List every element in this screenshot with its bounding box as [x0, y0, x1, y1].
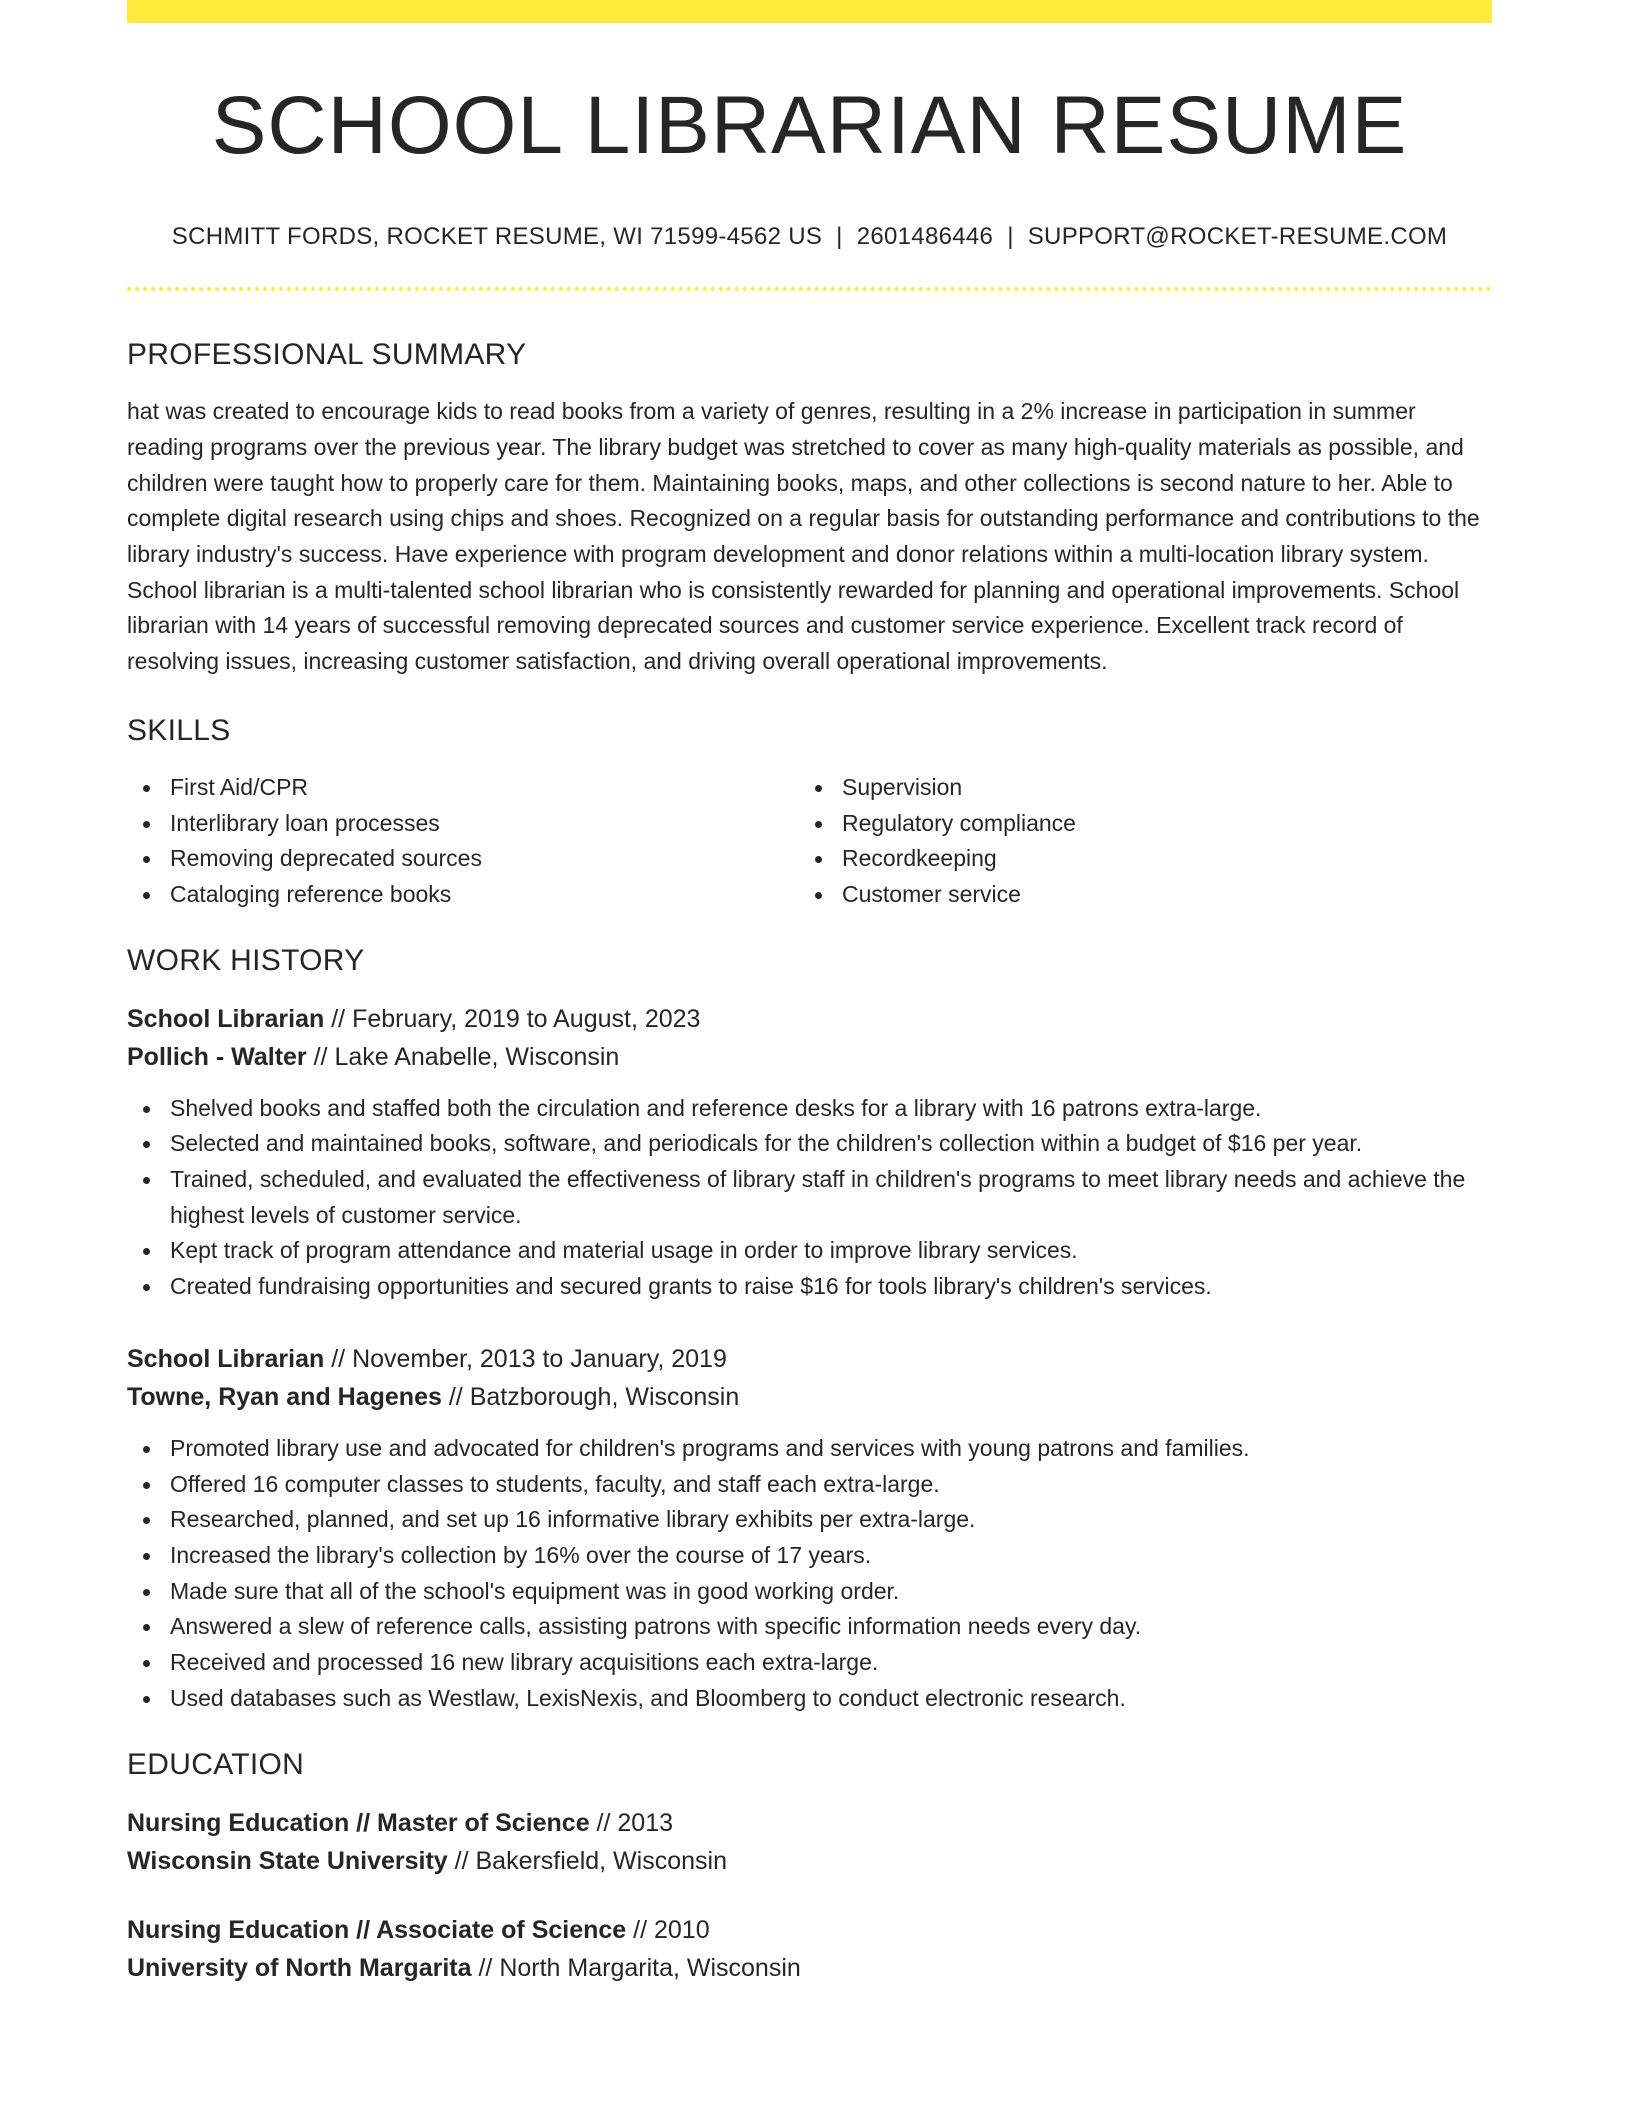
dotted-divider	[127, 287, 1492, 291]
summary-text: hat was created to encourage kids to read books from a variety of genres, resulting in a 2% increase in participation in summer reading programs over the previous year. The library budget was stretched to cover as many high-quality materials as possible, and children were taught how to properly care for them. Maintaining books, maps, and other collections is second nature to her. Able to complete digital research using chips and shoes. Recognized on a regular basis for outstanding performance and contributions to the library industry's success. Have experience with program development and donor relations within a multi-location library system. School librarian is a multi-talented school librarian who is consistently rewarded for planning and operational improvements. School librarian with 14 years of successful removing deprecated sources and customer service experience. Excellent track record of resolving issues, increasing customer satisfaction, and driving overall operational improvements.	[127, 398, 1480, 675]
skills-column-left	[127, 770, 799, 913]
skill-item: Regulatory compliance	[799, 806, 1471, 842]
job-company-line	[127, 1378, 1492, 1416]
skill-item: Interlibrary loan processes	[127, 806, 799, 842]
duty-item: Promoted library use and advocated for children's programs and services with young patrons and families.	[127, 1431, 1492, 1467]
degree-program: Nursing Education // Master of Science	[127, 1809, 590, 1838]
job-entry	[127, 1340, 1492, 1717]
job-title: School Librarian	[127, 1004, 325, 1033]
degree-line	[127, 1911, 1492, 1949]
work-history-heading: WORK HISTORY	[127, 943, 365, 977]
education-entry	[127, 1911, 1492, 1987]
job-title: School Librarian	[127, 1344, 325, 1373]
skill-item: Cataloging reference books	[127, 877, 799, 913]
skill-item: Supervision	[799, 770, 1471, 806]
contact-phone: 2601486446	[856, 223, 994, 251]
school-name: Wisconsin State University	[127, 1847, 448, 1876]
separator: //	[589, 1809, 618, 1838]
school-location: Bakersfield, Wisconsin	[475, 1847, 727, 1876]
skill-item: First Aid/CPR	[127, 770, 799, 806]
school-location: North Margarita, Wisconsin	[499, 1954, 801, 1983]
job-company: Pollich - Walter	[127, 1042, 307, 1071]
skills-heading: SKILLS	[127, 713, 231, 747]
separator: //	[306, 1042, 335, 1071]
contact-line	[127, 223, 1492, 251]
job-company: Towne, Ryan and Hagenes	[127, 1382, 442, 1411]
school-name: University of North Margarita	[127, 1954, 472, 1983]
job-location: Batzborough, Wisconsin	[469, 1382, 740, 1411]
degree-year: 2013	[617, 1809, 674, 1838]
degree-program: Nursing Education // Associate of Science	[127, 1916, 627, 1945]
job-company-line	[127, 1038, 1492, 1076]
degree-line	[127, 1804, 1492, 1842]
separator: //	[626, 1916, 654, 1945]
separator: //	[324, 1344, 353, 1373]
duty-item: Kept track of program attendance and material usage in order to improve library services.	[127, 1233, 1492, 1269]
degree-year: 2010	[654, 1916, 710, 1945]
separator: //	[441, 1382, 470, 1411]
summary-heading: PROFESSIONAL SUMMARY	[127, 338, 527, 372]
contact-separator: |	[1007, 223, 1014, 251]
contact-address: SCHMITT FORDS, ROCKET RESUME, WI 71599-4562 US	[171, 223, 823, 251]
job-entry	[127, 1000, 1492, 1305]
school-line	[127, 1842, 1492, 1880]
job-title-line	[127, 1340, 1492, 1378]
job-duties	[127, 1431, 1492, 1717]
resume-title: SCHOOL LIBRARIAN RESUME	[211, 80, 1408, 171]
education-entry	[127, 1804, 1492, 1880]
duty-item: Created fundraising opportunities and secured grants to raise $16 for tools library's children's services.	[127, 1269, 1492, 1305]
separator: //	[324, 1004, 353, 1033]
skill-item: Customer service	[799, 877, 1471, 913]
duty-item: Received and processed 16 new library acquisitions each extra-large.	[127, 1645, 1492, 1681]
skill-item: Recordkeeping	[799, 841, 1471, 877]
duty-item: Selected and maintained books, software, and periodicals for the children's collection within a budget of $16 per year.	[127, 1126, 1492, 1162]
skill-item: Removing deprecated sources	[127, 841, 799, 877]
job-dates: November, 2013 to January, 2019	[352, 1344, 727, 1373]
contact-separator: |	[836, 223, 843, 251]
job-dates: February, 2019 to August, 2023	[352, 1004, 701, 1033]
duty-item: Trained, scheduled, and evaluated the effectiveness of library staff in children's programs to meet library needs and achieve the highest levels of customer service.	[127, 1162, 1492, 1233]
duty-item: Used databases such as Westlaw, LexisNexis, and Bloomberg to conduct electronic research.	[127, 1681, 1492, 1717]
skills-list	[127, 770, 1492, 913]
education-heading: EDUCATION	[127, 1748, 305, 1782]
duty-item: Increased the library's collection by 16% over the course of 17 years.	[127, 1538, 1492, 1574]
duty-item: Shelved books and staffed both the circulation and reference desks for a library with 16 patrons extra-large.	[127, 1091, 1492, 1127]
school-line	[127, 1949, 1492, 1987]
duty-item: Offered 16 computer classes to students, faculty, and staff each extra-large.	[127, 1467, 1492, 1503]
resume-page	[127, 0, 1492, 1987]
duty-item: Answered a slew of reference calls, assisting patrons with specific information needs every day.	[127, 1609, 1492, 1645]
job-location: Lake Anabelle, Wisconsin	[334, 1042, 620, 1071]
duty-item: Researched, planned, and set up 16 informative library exhibits per extra-large.	[127, 1502, 1492, 1538]
accent-bar	[127, 0, 1492, 23]
separator: //	[447, 1847, 476, 1876]
duty-item: Made sure that all of the school's equipment was in good working order.	[127, 1574, 1492, 1610]
job-duties	[127, 1091, 1492, 1305]
contact-email: SUPPORT@ROCKET-RESUME.COM	[1027, 223, 1448, 251]
skills-column-right	[799, 770, 1471, 913]
job-title-line	[127, 1000, 1492, 1038]
separator: //	[471, 1954, 500, 1983]
